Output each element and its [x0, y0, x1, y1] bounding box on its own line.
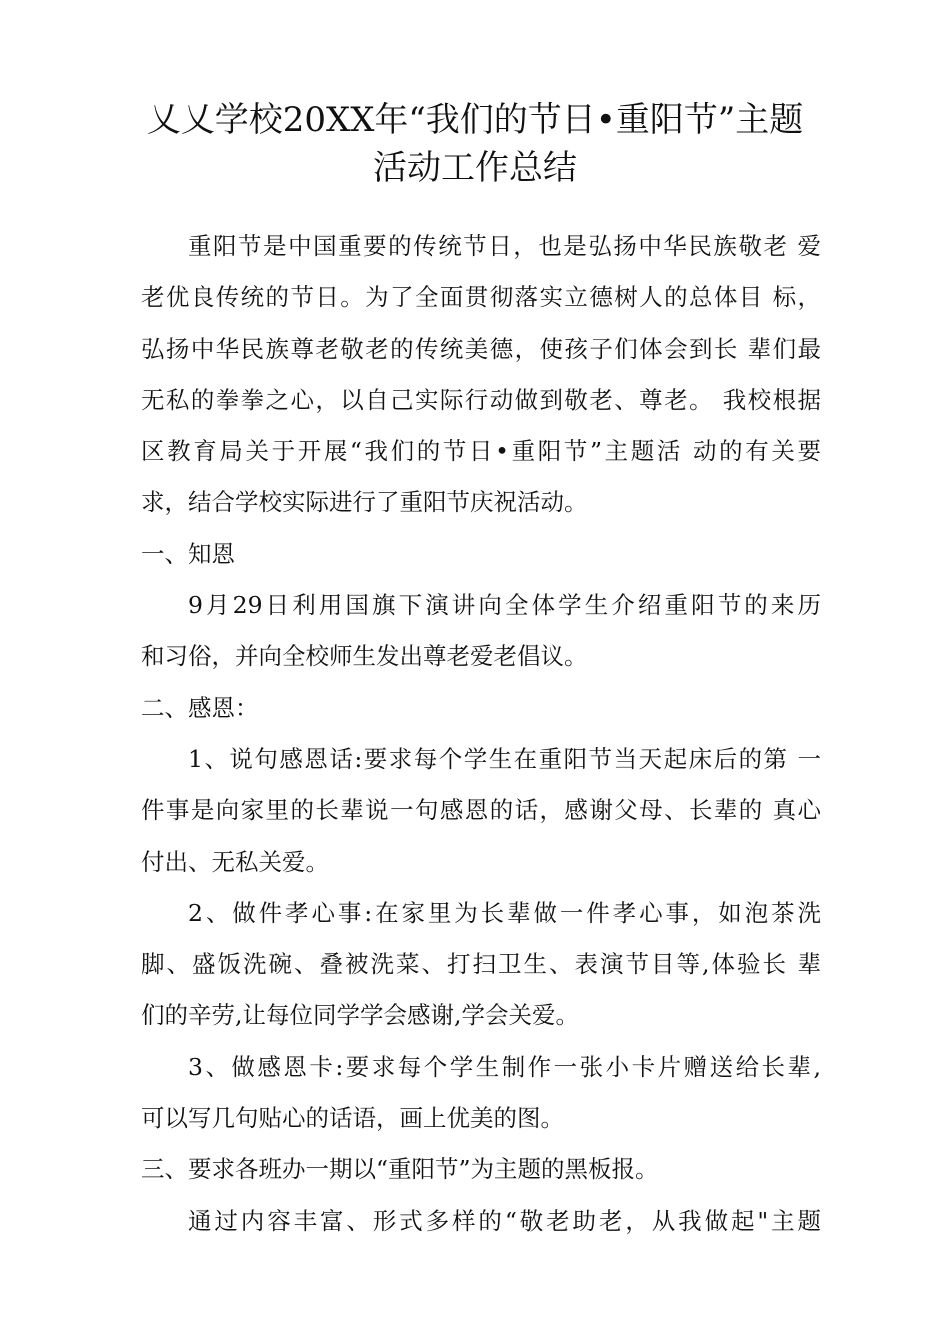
document-title-line-2: 活动工作总结 — [373, 148, 577, 188]
list-item-line: 2、做件孝心事:在家里为长辈做一件孝心事，如泡茶洗 — [188, 898, 821, 927]
list-item-line: 3、做感恩卡:要求每个学生制作一张小卡片赠送给长辈, — [188, 1052, 821, 1081]
paragraph-line: 重阳节是中国重要的传统节日，也是弘扬中华民族敬老 爱 — [188, 232, 821, 260]
document-title-line-1: 乂乂学校20XX年“我们的节日•重阳节”主题 — [146, 100, 804, 140]
section-heading: 二、感恩： — [141, 693, 259, 722]
paragraph-line: 区教育局关于开展“我们的节日•重阳节”主题活 动的有关要 — [141, 437, 821, 466]
paragraph-line: 9月29日利用国旗下演讲向全体学生介绍重阳节的来历 — [188, 591, 821, 620]
paragraph-line: 老优良传统的节日。为了全面贯彻落实立德树人的总体目 标， — [141, 283, 821, 312]
section-heading: 三、要求各班办一期以“重阳节”为主题的黑板报。 — [141, 1155, 659, 1184]
paragraph-line: 弘扬中华民族尊老敬老的传统美德，使孩子们体会到长 辈们最 — [141, 334, 821, 363]
list-item-line: 1、说句感恩话:要求每个学生在重阳节当天起床后的第 一 — [188, 744, 821, 773]
paragraph-line: 和习俗，并向全校师生发出尊老爱老倡议。 — [141, 642, 588, 671]
list-item-line: 件事是向家里的长辈说一句感恩的话，感谢父母、长辈的 真心 — [141, 796, 821, 825]
section-heading: 一、知恩 — [141, 539, 235, 568]
paragraph-line: 求，结合学校实际进行了重阳节庆祝活动。 — [141, 488, 588, 517]
list-item-line: 们的辛劳,让每位同学学会感谢,学会关爱。 — [141, 1001, 579, 1030]
paragraph-line: 通过内容丰富、形式多样的“敬老助老，从我做起"主题 — [188, 1206, 821, 1235]
paragraph-line: 无私的拳拳之心，以自己实际行动做到敬老、尊老。 我校根据 — [141, 385, 821, 414]
list-item-line: 付出、无私关爱。 — [141, 847, 329, 876]
list-item-line: 可以写几句贴心的话语，画上优美的图。 — [141, 1104, 564, 1133]
document-body — [141, 221, 821, 1247]
list-item-line: 脚、盛饭洗碗、叠被洗菜、打扫卫生、表演节目等,体验长 辈 — [141, 950, 821, 979]
